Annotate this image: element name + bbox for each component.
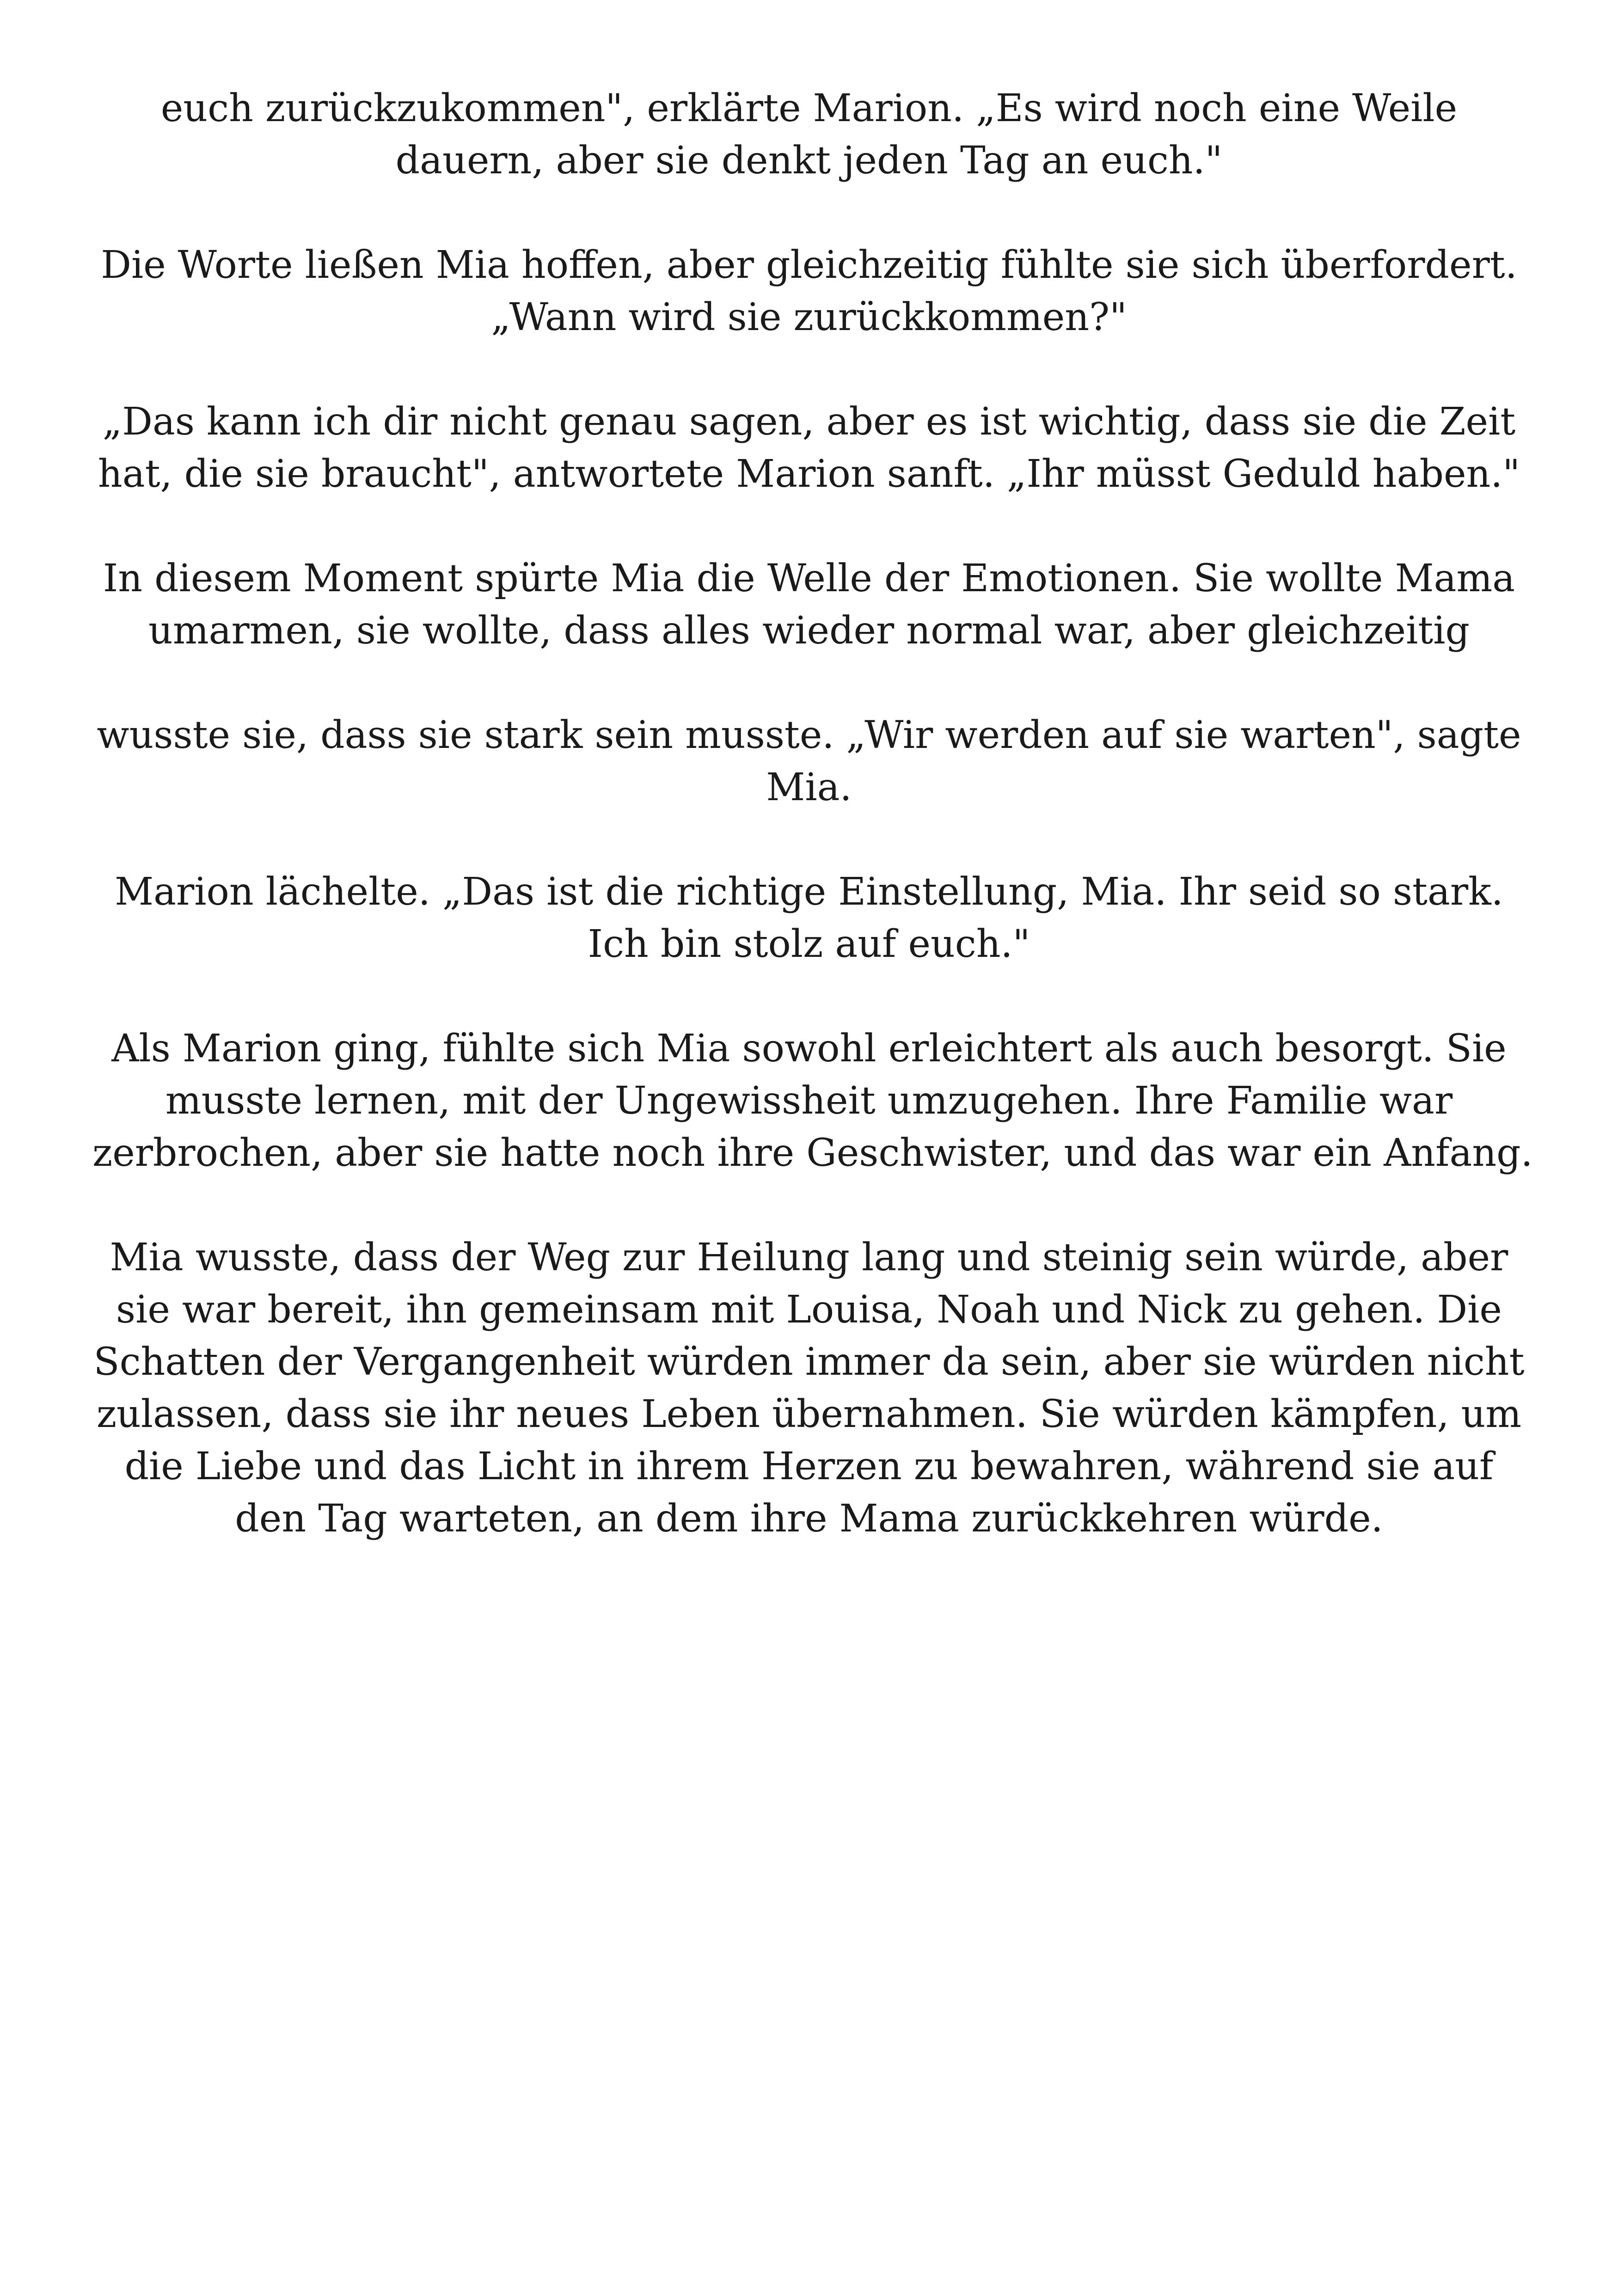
text-line: In diesem Moment spürte Mia die Welle der Emotionen. Sie wollte Mama	[103, 557, 1515, 600]
text-line: Schatten der Vergangenheit würden immer da sein, aber sie würden nicht	[93, 1340, 1525, 1384]
text-line: den Tag warteten, an dem ihre Mama zurückkehren würde.	[235, 1497, 1383, 1541]
paragraph-2	[92, 239, 1526, 343]
text-line: die Liebe und das Licht in ihrem Herzen zu bewahren, während sie auf	[124, 1445, 1494, 1488]
text-line: „Wann wird sie zurückkommen?"	[491, 295, 1127, 339]
text-line: Die Worte ließen Mia hoffen, aber gleichzeitig fühlte sie sich überfordert.	[101, 243, 1517, 287]
text-line: dauern, aber sie denkt jeden Tag an euch."	[395, 139, 1223, 183]
paragraph-1	[92, 82, 1526, 187]
paragraph-7	[92, 1022, 1533, 1179]
text-line: Als Marion ging, fühlte sich Mia sowohl erleichtert als auch besorgt. Sie	[111, 1027, 1507, 1071]
text-line: umarmen, sie wollte, dass alles wieder normal war, aber gleichzeitig	[148, 609, 1470, 653]
text-line: zulassen, dass sie ihr neues Leben übernahmen. Sie würden kämpfen, um	[96, 1392, 1522, 1436]
body-text	[92, 82, 1533, 1545]
text-line: wusste sie, dass sie stark sein musste. „Wir werden auf sie warten", sagte	[97, 713, 1521, 757]
text-line: „Das kann ich dir nicht genau sagen, aber es ist wichtig, dass sie die Zeit	[102, 400, 1516, 444]
text-line: Ich bin stolz auf euch."	[588, 922, 1030, 966]
text-line: musste lernen, mit der Ungewissheit umzugehen. Ihre Familie war	[165, 1079, 1453, 1123]
text-line: sie war bereit, ihn gemeinsam mit Louisa, Noah und Nick zu gehen. Die	[116, 1288, 1502, 1332]
text-line: Marion lächelte. „Das ist die richtige Einstellung, Mia. Ihr seid so stark.	[115, 870, 1503, 914]
text-line: zerbrochen, aber sie hatte noch ihre Geschwister, und das war ein Anfang.	[92, 1131, 1533, 1175]
text-line: Mia wusste, dass der Weg zur Heilung lang und steinig sein würde, aber	[110, 1236, 1508, 1280]
paragraph-6	[92, 866, 1526, 970]
paragraph-5	[92, 709, 1526, 814]
paragraph-3	[92, 396, 1526, 500]
paragraph-4	[92, 552, 1526, 657]
text-line: Mia.	[766, 765, 852, 809]
paragraph-8	[92, 1231, 1526, 1545]
text-line: euch zurückzukommen", erklärte Marion. „Es wird noch eine Weile	[160, 86, 1458, 130]
text-line: hat, die sie braucht", antwortete Marion sanft. „Ihr müsst Geduld haben."	[98, 452, 1520, 496]
